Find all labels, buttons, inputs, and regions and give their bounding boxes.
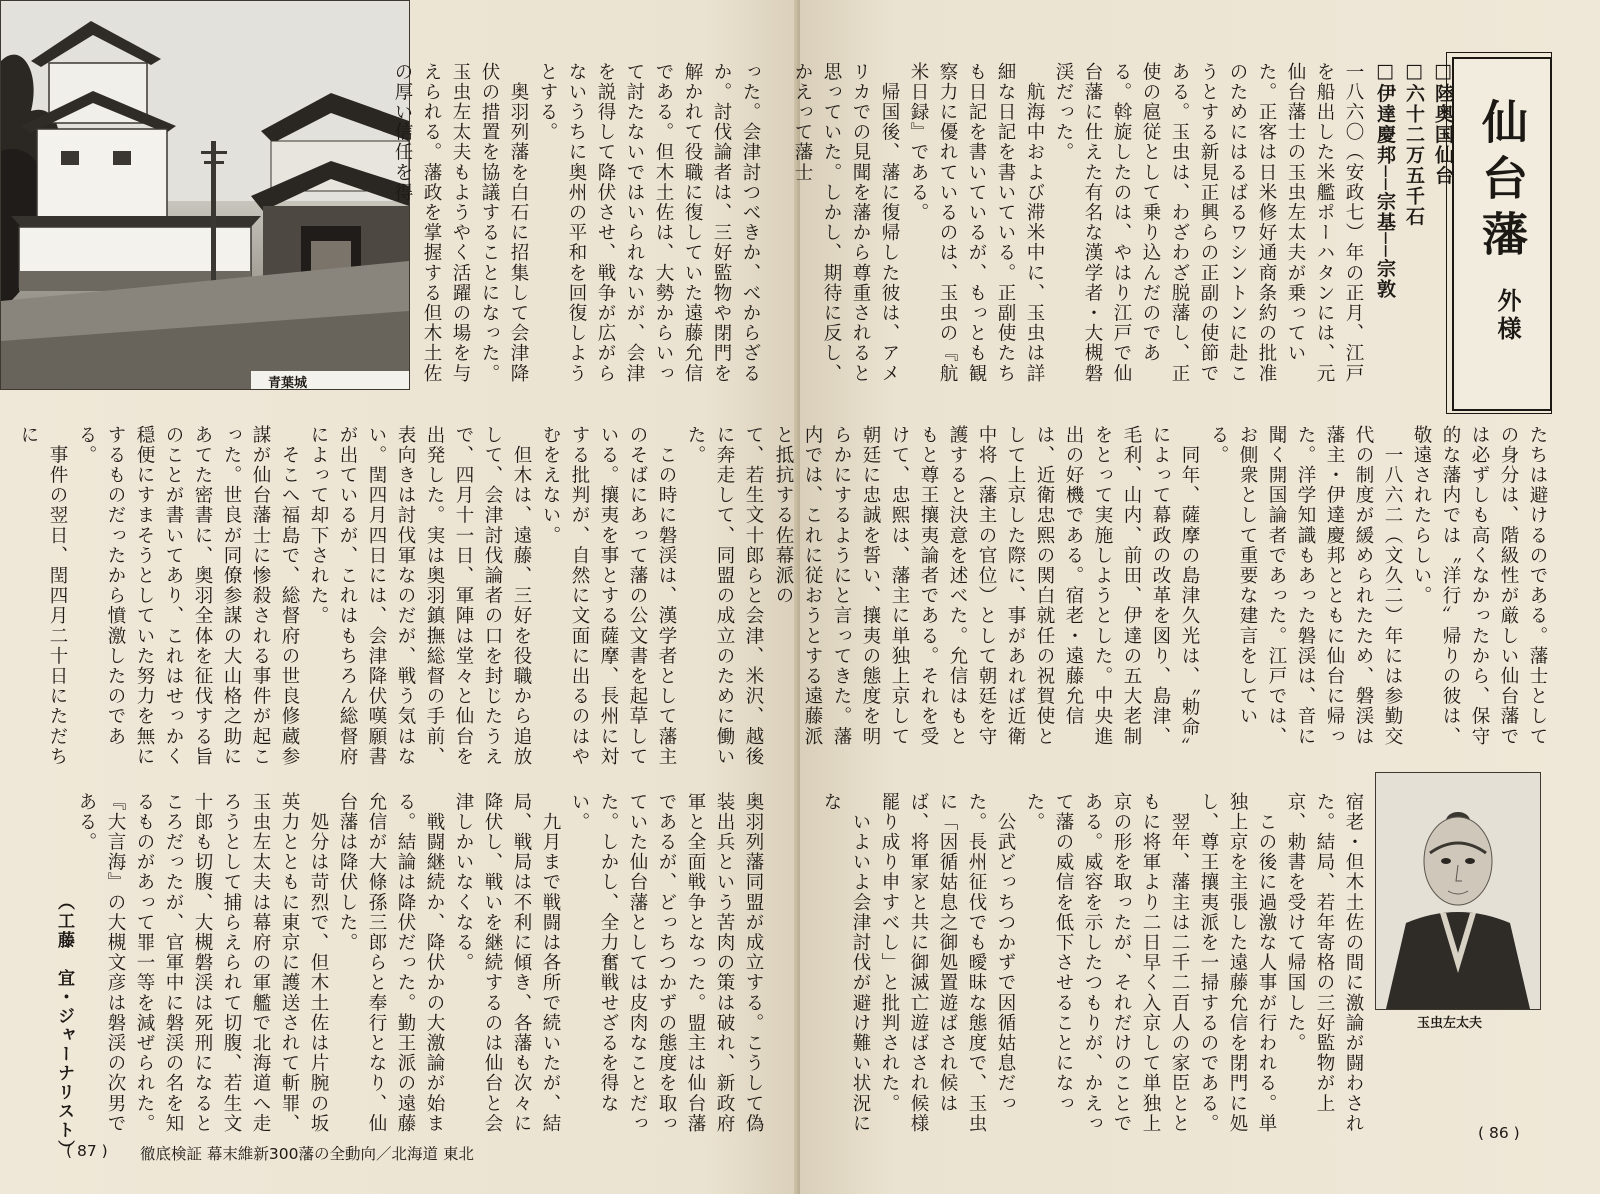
left-page-number: ( 87 )	[66, 1142, 108, 1160]
right-text-block-bottom: 宿老・但木土佐の間に激論が闘わされた。結局、若年寄格の三好監物が上京、勅書を受けて帰国した。 この後に過激な人事が行われる。単独上京を主張した遠藤允信を閉門に処し、尊王攘夷派を一掃するのである。 翌年、藩主は二千二百人の家臣とともに将軍より二日早く入京して単独上京の形を取ったが、それだけのことである。威容を示したつもりが、かえって藩の威信を低下させることになった。 公武どっちつかずで因循姑息だった。長州征伐でも曖昧な態度で、玉虫に「因循姑息之御処置遊ばされ候はば、将軍家と共に御滅亡遊ばされ候様罷り成り申すべし」と批判された。 いよいよ会津討伐が避け難い状況にな	[821, 792, 1364, 1134]
han-type-label: 外様	[1493, 288, 1521, 344]
left-text-block-bottom: 奥羽列藩同盟が成立する。こうして偽装出兵という苦肉の策は破れ、新政府軍と全面戦争となった。盟主は仙台藩であるが、どっちつかずの態度を取っていた仙台藩としては皮肉なことだった。しかし、全力奮戦せざるを得ない。 九月まで戦闘は各所で続いたが、結局、戦局は不利に傾き、各藩も次々に降伏し、戦いを継続するのは仙台と会津しかいなくなる。 戦闘継続か、降伏かの大激論が始まる。結論は降伏だった。勤王派の遠藤允信が大條孫三郎らと奉行となり、仙台藩は降伏した。 処分は苛烈で、但木土佐は片腕の坂英力とともに東京に護送されて斬罪、玉虫左太夫は幕府の軍艦で北海道へ走ろうとして捕らえられて切腹、若生文十郎も切腹、大槻磐渓は死刑になるところだったが、官軍中に磐渓の名を知るものがあって罪一等を減ぜられた。『大言海』の大槻文彦は磐渓の次男である。	[76, 792, 764, 1134]
left-text-block-middle: て、若生文十郎らと会津、米沢、越後に奔走して、同盟の成立のために働いた。 この時に磐渓は、漢学者として藩主のそばにあって藩の公文書を起草している。攘夷を事とする薩摩、長州に対する批判が、自然に文面に出るのはやむをえない。 但木は、遠藤、三好を役職から追放して、会津討伐論者の口を封じたうえで、四月十一日、軍陣は堂々と仙台を出発した。実は奥羽鎮撫総督の手前、表向きは討伐軍なのだが、戦う気はない。閏四月四日には、会津降伏嘆願書が出ているが、これはもちろん総督府によって却下された。 そこへ福島で、総督府の世良修蔵参謀が仙台藩士に惨殺される事件が起こった。世良が同僚参謀の大山格之助にあてた密書に、奥羽全体を征伐する旨のことが書いてあり、これはせっかく穏便にすまそうとしていた努力を無にするものだったから憤激したのである。 事件の翌日、閏四月二十日にただちに	[18, 425, 764, 767]
castle-photo-caption: 青葉城	[268, 376, 308, 391]
portrait-illustration	[1376, 773, 1540, 1009]
fact-lords: □伊達慶邦──宗基──宗敦	[1374, 60, 1396, 300]
running-title: 徹底検証 幕末維新300藩の全動向／北海道 東北	[140, 1145, 474, 1163]
han-facts	[1370, 60, 1457, 385]
portrait-photo	[1375, 772, 1541, 1010]
han-title: 仙台藩	[1475, 98, 1529, 266]
castle-photo	[0, 0, 410, 390]
author-credit: （工藤 宜・ジャーナリスト）	[54, 893, 74, 1159]
castle-illustration	[1, 1, 409, 389]
right-text-block-middle: たちは避けるのである。藩士としての身分は、階級性が厳しい仙台藩では必ずしも高くなかったから、保守的な藩内では〝洋行〟帰りの彼は、敬遠されたらしい。 一八六二（文久二）年には参勤交代の制度が緩められたため、磐渓は藩主・伊達慶邦とともに仙台に帰った。洋学知識もあった磐渓は、音に聞く開国論者であった。江戸では、お側衆として重要な建言をしている。 同年、薩摩の島津久光は、〝勅命〟によって幕政の改革を図り、島津、毛利、山内、前田、伊達の五大老制をとって実施しようとした。中央進出の好機である。宿老・遠藤允信は、近衛忠熙の関白就任の祝賀使として上京した際に、事があれば近衛中将（藩主の官位）として朝廷を守護すると決意を述べた。允信はもともと尊王攘夷論者である。それを受けて、忠熙は、藩主に単独上京して朝廷に忠誠を誓い、攘夷の態度を明らかにするようにと言ってきた。藩内では、これに従おうとする遠藤派と抵抗する佐幕派の	[773, 425, 1548, 758]
fact-kokudaka: □六十二万五千石	[1403, 60, 1425, 227]
left-text-block-top: った。会津討つべきか、べからざるか。討伐論者は、三好監物や閉門を解かれて役職に復していた遠藤允信である。但木土佐は、大勢からいって討たないではいられないが、会津を説得して降伏させ、戦争が広がらないうちに奥州の平和を回復しようとする。 奥羽列藩を白石に招集して会津降伏の措置を協議することになった。玉虫左太夫もようやく活躍の場を与えられる。藩政を掌握する但木土佐の厚い信任を得	[392, 62, 761, 384]
portrait-caption: 玉虫左太夫	[1417, 1016, 1483, 1031]
right-text-block-top: 一八六〇（安政七）年の正月、江戸を船出した米艦ポーハタンには、元仙台藩士の玉虫左太夫が乗っていた。正客は日米修好通商条約の批准のためにはるばるワシントンに赴こうとする新見正興らの正副の使節である。玉虫は、わざわざ脱藩し、正使の扈従として乗り込んだのである。斡旋したのは、やはり江戸で仙台藩に仕えた有名な漢学者・大槻磐渓だった。 航海中および滞米中に、玉虫は詳細な日記を書いている。正副使たちも日記を書いているが、もっとも観察力に優れているのは、玉虫の『航米日録』である。 帰国後、藩に復帰した彼は、アメリカでの見聞を藩から尊重されると思っていた。しかし、期待に反し、かえって藩士	[792, 62, 1364, 384]
fact-province: □陸奥国仙台	[1432, 60, 1454, 186]
right-page-number: ( 86 )	[1478, 1124, 1520, 1142]
